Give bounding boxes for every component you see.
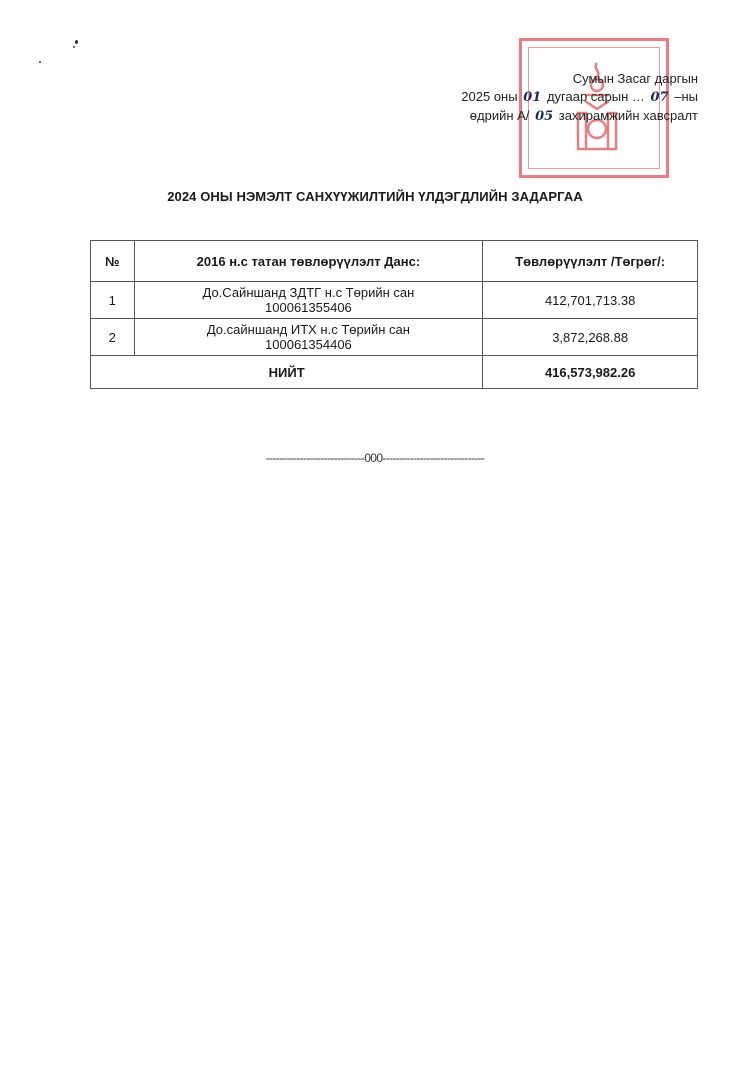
table-row — [91, 282, 698, 319]
header-line-1: Сумын Засаг даргын — [572, 71, 698, 86]
row-number: 1 — [91, 282, 135, 319]
header-line-2 — [338, 88, 698, 107]
attachment-header — [338, 70, 698, 126]
total-amount: 416,573,982.26 — [483, 356, 698, 389]
header-order-prefix: өдрийн А/ — [469, 108, 530, 123]
balance-table — [90, 240, 698, 389]
row-number: 2 — [91, 319, 135, 356]
document-title: 2024 ОНЫ НЭМЭЛТ САНХҮҮЖИЛТИЙН ҮЛДЭГДЛИЙН ЗАДАРГАА — [167, 189, 583, 204]
column-header-number: № — [91, 241, 135, 282]
account-name: До.Сайншанд ЗДТГ н.с Төрийн сан — [202, 285, 415, 300]
row-amount: 412,701,713.38 — [483, 282, 698, 319]
header-line-3 — [338, 107, 698, 126]
handwritten-month: 07 — [650, 90, 669, 105]
account-number: 100061355406 — [265, 300, 352, 315]
row-account — [134, 319, 483, 356]
column-header-account: 2016 н.с татан төвлөрүүлэлт Данс: — [134, 241, 483, 282]
column-header-amount: Төвлөрүүлэлт /Төгрөг/: — [483, 241, 698, 282]
table-row — [91, 319, 698, 356]
table-header-row — [91, 241, 698, 282]
scan-speck — [75, 40, 78, 44]
account-number: 100061354406 — [265, 337, 352, 352]
end-separator: -----------------------------000------------------------------ — [265, 451, 485, 465]
handwritten-day: 01 — [523, 90, 542, 105]
header-order-suffix: захирамжийн хавсралт — [558, 108, 698, 123]
header-suffix: –ны — [674, 89, 698, 104]
handwritten-order-number: 05 — [535, 109, 554, 124]
header-dots: … — [631, 89, 645, 104]
row-account — [134, 282, 483, 319]
total-label: НИЙТ — [91, 356, 483, 389]
scan-speck — [73, 46, 75, 48]
account-name: До.сайншанд ИТХ н.с Төрийн сан — [206, 322, 410, 337]
scan-speck — [39, 61, 41, 63]
row-amount: 3,872,268.88 — [483, 319, 698, 356]
table-total-row — [91, 356, 698, 389]
header-year-text: 2025 оны — [461, 89, 518, 104]
header-month-text: дугаар сарын — [546, 89, 629, 104]
